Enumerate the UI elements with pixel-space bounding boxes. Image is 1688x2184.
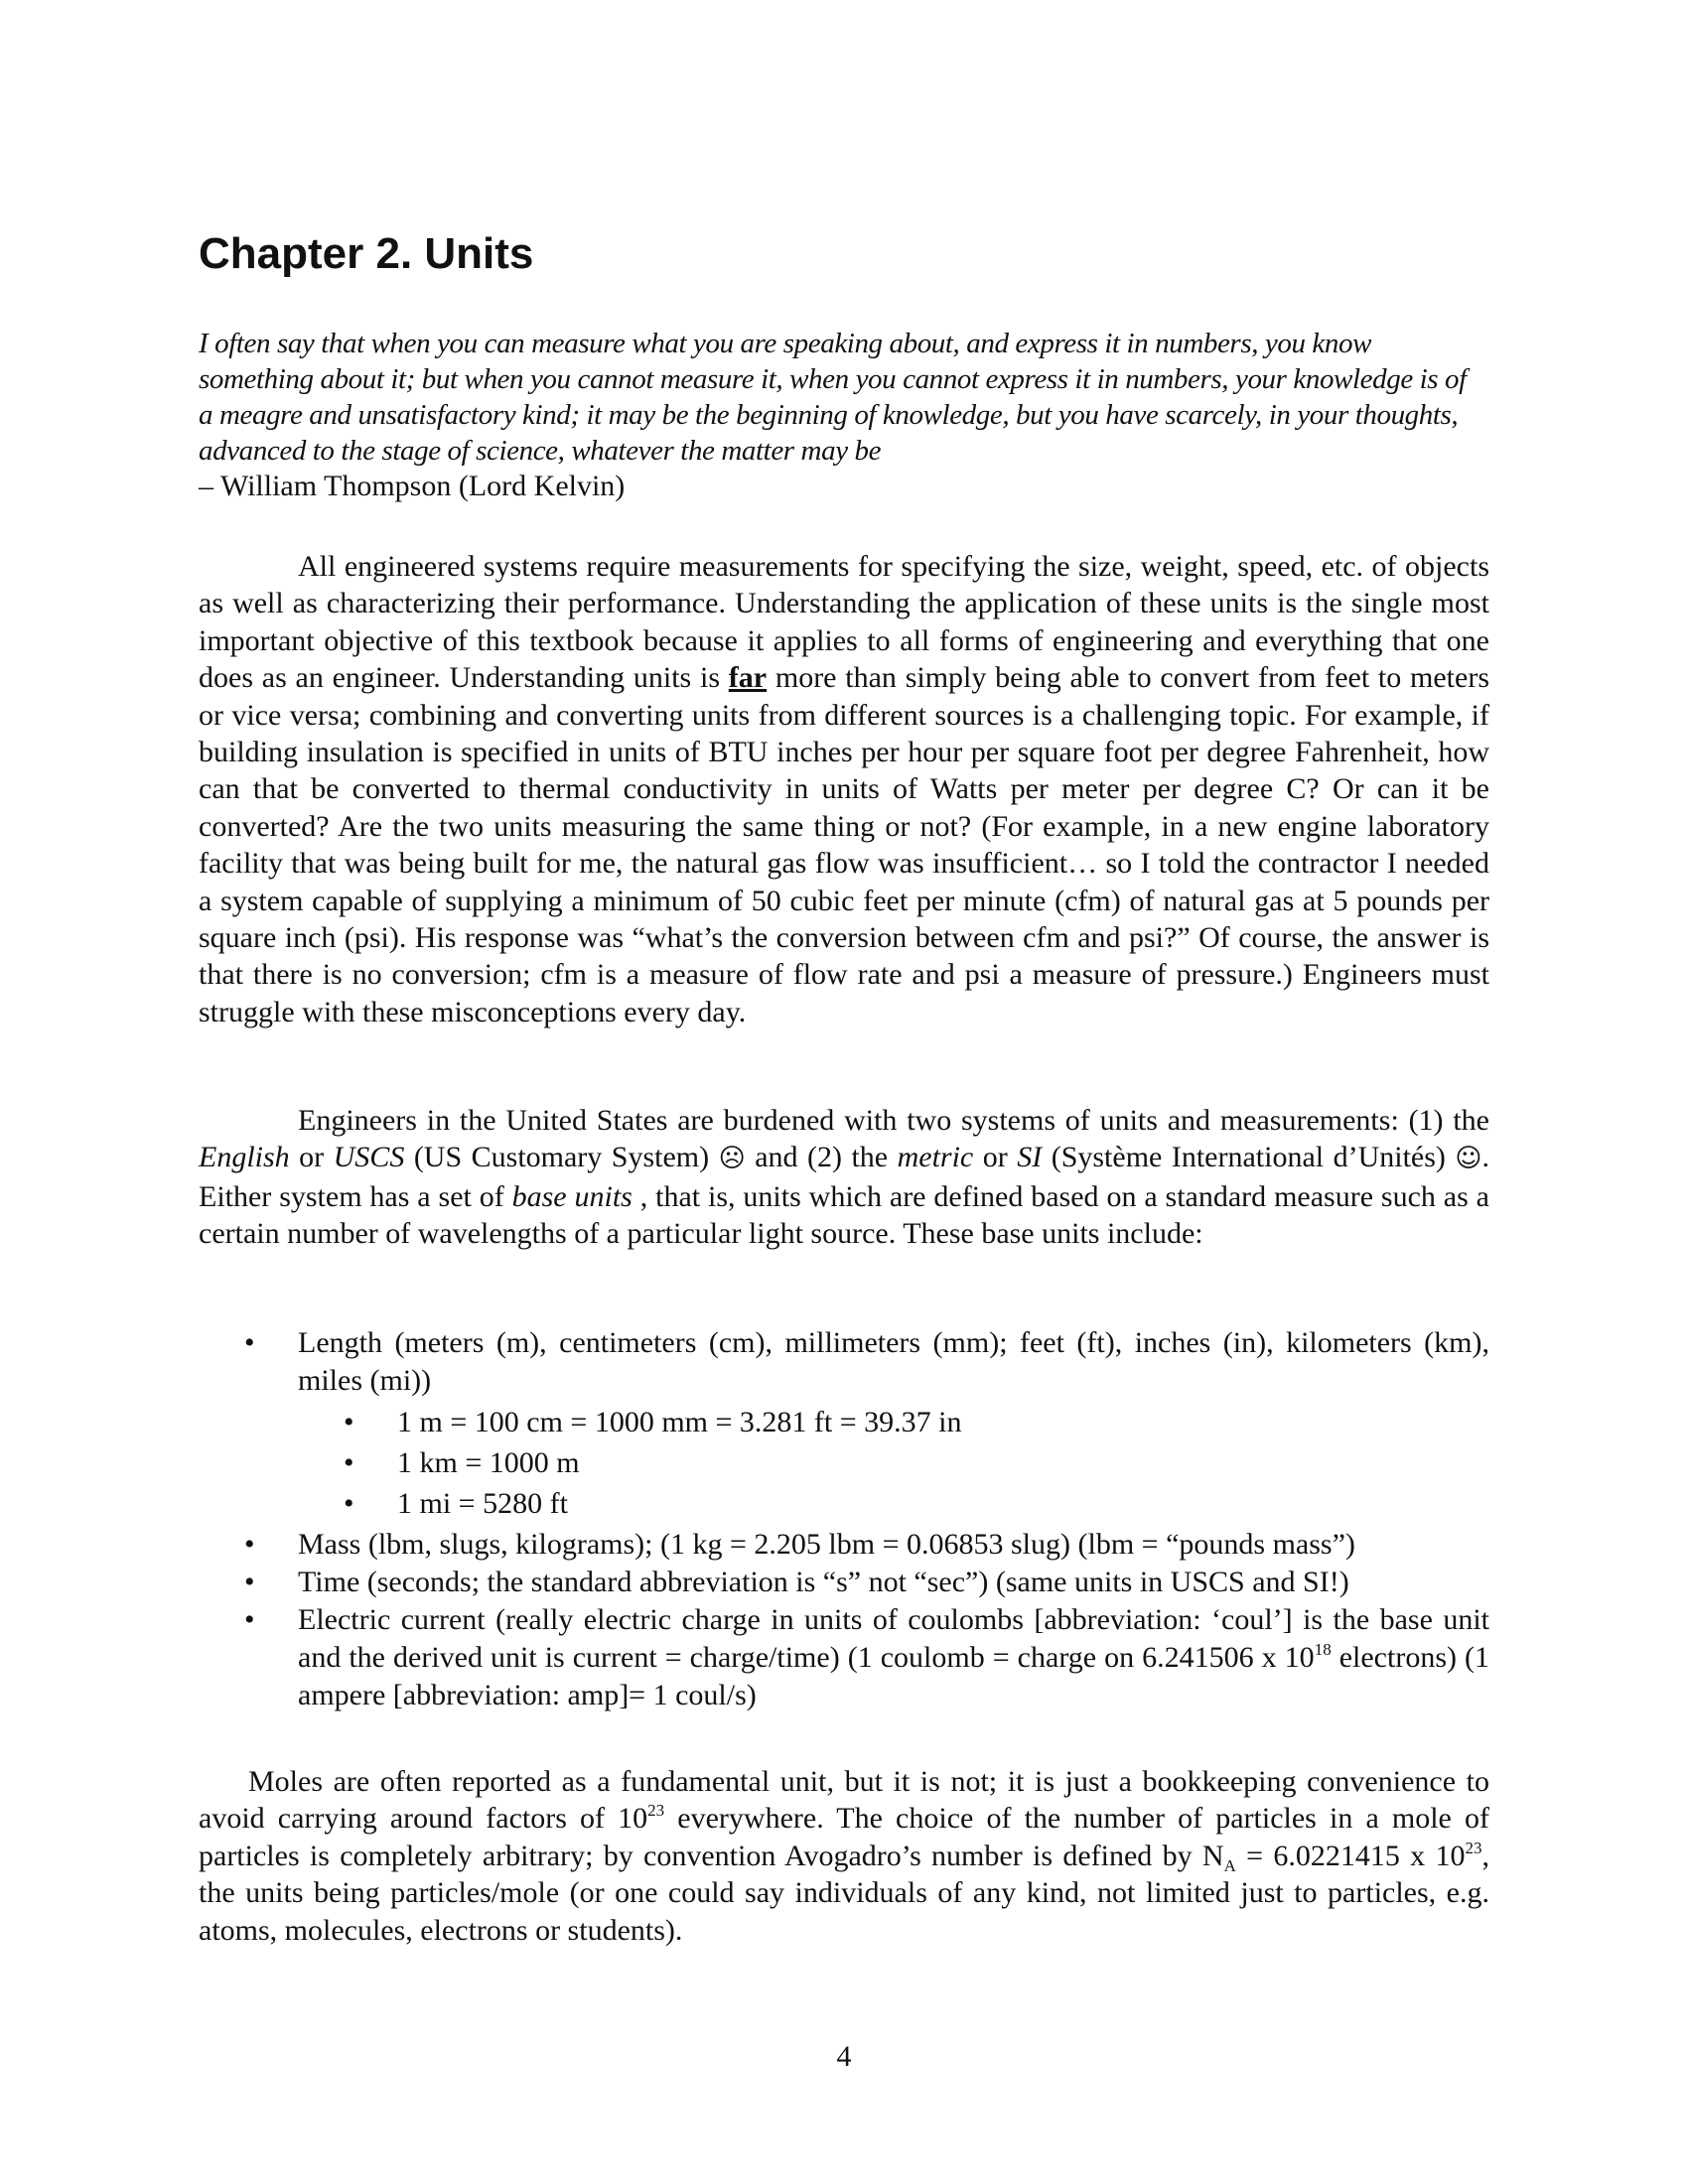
paragraph-text: or	[289, 1141, 334, 1174]
sublist-item-text: 1 m = 100 cm = 1000 mm = 3.281 ft = 39.37 in	[397, 1406, 962, 1438]
sublist-item	[298, 1483, 1489, 1524]
list-item-text: Length (meters (m), centimeters (cm), millimeters (mm); feet (ft), inches (in), kilometers (km), miles (mi))	[298, 1326, 1489, 1397]
list-item-time	[199, 1564, 1489, 1601]
paragraph-text: Engineers in the United States are burdened with two systems of units and measurements: (1) the	[298, 1104, 1489, 1137]
paragraph-text: , that is, units which are defined based on a standard measure such as a certain number of wavelengths of a particular light source. These base units include:	[199, 1179, 1489, 1251]
chapter-title: Chapter 2. Units	[199, 229, 534, 278]
list-item-text: Time (seconds; the standard abbreviation is “s” not “sec”) (same units in USCS and SI!)	[298, 1566, 1349, 1598]
paragraph-text: more than simply being able to convert from feet to meters or vice versa; combining and converting units from different sources is a challenging topic. For example, if building insulation is specified in units of BTU inches per hour per square foot per degree Fahrenheit, how can that be converted to thermal conductivity in units of Watts per meter per degree C? Or can it be converted? Are the two units measuring the same thing or not? (For example, in a new engine laboratory facility that was being built for me, the natural gas flow was insufficient… so I told the contractor I needed a system capable of supplying a minimum of 50 cubic feet per minute (cfm) of natural gas at 5 pounds per square inch (psi). His response was “what’s the conversion between cfm and psi?” Of course, the answer is that there is no conversion; cfm is a measure of flow rate and psi a measure of pressure.) Engineers must struggle with these misconceptions every day.	[199, 661, 1489, 1028]
exponent: 23	[647, 1801, 665, 1821]
sublist-item-text: 1 mi = 5280 ft	[397, 1487, 568, 1520]
bullet-icon: •	[244, 1528, 255, 1561]
paragraph-text: , the units being particles/mole (or one could say individuals of any kind, not limited just to particles, e.g. atoms, molecules, electrons or students).	[199, 1839, 1489, 1947]
exponent: 23	[1465, 1838, 1482, 1857]
bullet-icon: •	[244, 1603, 255, 1636]
bullet-icon: •	[244, 1566, 255, 1598]
list-item-mass	[199, 1526, 1489, 1564]
bullet-icon: •	[244, 1326, 255, 1359]
page-number: 4	[836, 2040, 852, 2073]
emphasis-far: far	[728, 661, 768, 695]
bullet-icon: •	[344, 1446, 354, 1479]
paragraph-moles	[199, 1763, 1489, 1949]
paragraph-text: everywhere. The choice of the number of particles in a mole of particles is completely arbitrary; by convention Avogadro’s number is defined by N	[199, 1802, 1489, 1872]
paragraph-text: = 6.0221415 x 10	[1235, 1839, 1466, 1872]
sublist-item-text: 1 km = 1000 m	[397, 1446, 580, 1479]
paragraph-text: . Either system has a set of	[199, 1141, 1489, 1213]
list-item-text: Mass (lbm, slugs, kilograms); (1 kg = 2.205 lbm = 0.06853 slug) (lbm = “pounds mass”)	[298, 1528, 1355, 1561]
list-item-text: electrons) (1 ampere [abbreviation: amp]= 1 coul/s)	[298, 1641, 1490, 1711]
bullet-icon: •	[344, 1406, 354, 1438]
subscript: A	[1223, 1855, 1236, 1875]
bullet-icon: •	[344, 1487, 354, 1520]
list-item-electric-current	[199, 1601, 1489, 1714]
paragraph-units-importance	[199, 548, 1489, 1030]
term-si: SI	[1017, 1141, 1043, 1174]
paragraph-text: and (2) the	[745, 1141, 898, 1174]
paragraph-text: (US Customary System)	[404, 1141, 719, 1174]
frown-face-icon: ☹	[718, 1144, 746, 1174]
paragraph-text: (Système International d’Unités)	[1042, 1141, 1456, 1174]
term-english: English	[199, 1141, 290, 1174]
epigraph-quote: I often say that when you can measure what you are speaking about, and express it in numbers, you know something about it; but when you cannot measure it, when you cannot express it in numbers, your knowledge is of a meagre and unsatisfactory kind; it may be the beginning of knowledge, but you have scarcely, in your thoughts, advanced to the stage of science, whatever the matter may be	[199, 328, 1467, 467]
sublist-item	[298, 1402, 1489, 1442]
base-units-list	[199, 1324, 1489, 1714]
paragraph-text: All engineered systems require measurements for specifying the size, weight, speed, etc. of objects as well as characterizing their performance. Understanding the application of these units is the single most important objective of this textbook because it applies to all forms of engineering and everything that one does as an engineer. Understanding units is	[199, 550, 1489, 695]
term-metric: metric	[897, 1141, 974, 1174]
smile-face-icon: ☺	[1455, 1144, 1482, 1174]
paragraph-unit-systems	[199, 1102, 1489, 1253]
sublist-item	[298, 1442, 1489, 1483]
exponent: 18	[1314, 1640, 1332, 1659]
paragraph-text: or	[973, 1141, 1018, 1174]
length-conversions-list	[298, 1402, 1489, 1524]
paragraph-text: Moles are often reported as a fundamental unit, but it is not; it is just a bookkeeping convenience to avoid carrying around factors of 10	[199, 1765, 1489, 1836]
document-page	[199, 0, 1489, 2184]
term-uscs: USCS	[333, 1141, 405, 1174]
epigraph-attribution: – William Thompson (Lord Kelvin)	[199, 470, 626, 502]
list-item-length	[199, 1324, 1489, 1524]
list-item-text: Electric current (really electric charge in units of coulombs [abbreviation: ‘coul’] is the base unit and the derived unit is current = charge/time) (1 coulomb = charge on 6.241506 x 10	[298, 1603, 1489, 1674]
term-base-units: base units	[511, 1179, 633, 1213]
